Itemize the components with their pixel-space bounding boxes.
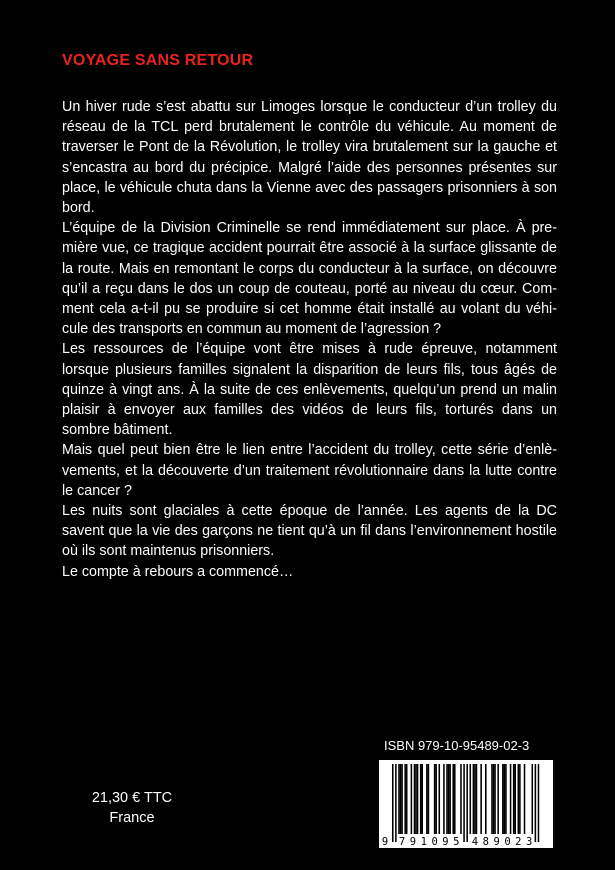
barcode-bar [504,764,506,834]
barcode-bar [415,764,417,834]
barcode-graphic [379,760,553,848]
barcode-digit: 2 [515,836,522,848]
barcode-bar [497,764,499,834]
barcode-bar [426,764,428,834]
barcode-bar [494,764,496,834]
barcode-bar [493,764,495,834]
barcode-bar [505,764,507,834]
barcode-bar [476,764,478,834]
barcode-digit: 3 [526,836,533,848]
barcode-bar [518,764,520,834]
barcode-bar [532,764,534,834]
isbn-label: ISBN 979-10-95489-02-3 [384,738,530,753]
blurb-paragraph-5: Les nuits sont glaciales à cette époque de l’année. Les agents de la DC savent que la vie des garçons ne tient qu’à un fil dans l’environnement hostile où ils sont maintenus prisonniers. [62,503,557,560]
barcode-bar [421,764,423,834]
barcode-bar [514,764,516,834]
barcode-bar [439,764,441,834]
barcode-digit: 8 [482,836,489,848]
book-title: VOYAGE SANS RETOUR [62,52,254,69]
barcode-bar [485,764,487,834]
barcode-digit: 1 [420,836,427,848]
country: France [109,810,155,826]
barcode-bar [513,764,515,834]
back-cover-blurb [62,97,557,582]
barcode-digit: 9 [493,836,500,848]
barcode-bar [392,764,394,842]
blurb-paragraph-6: Le compte à rebours a commencé… [62,563,294,580]
barcode-digit: 9 [381,836,389,848]
barcode-bar [401,764,403,834]
barcode-digit: 0 [504,836,511,848]
barcode-bar [435,764,437,834]
barcode-bar [470,764,472,834]
isbn-barcode [379,760,553,848]
barcode-bar [395,764,397,842]
barcode-digit: 0 [431,836,438,848]
barcode-bar [443,764,445,834]
barcode-bar [480,764,482,834]
barcode-bar [474,764,476,834]
price: 21,30 € TTC [91,790,173,806]
barcode-bar [510,764,512,834]
barcode-bar [452,764,454,834]
barcode-bar [400,764,402,834]
barcode-bar [535,764,537,842]
barcode-bar [538,764,540,842]
barcode-bar [446,764,448,834]
barcode-bar [449,764,451,834]
barcode-bar [502,764,504,834]
barcode-bar [454,764,456,834]
barcode-bar [519,764,521,834]
barcode-bar [460,764,462,834]
barcode-bar [411,764,413,834]
barcode-bar [434,764,436,834]
blurb-paragraph-3: Les ressources de l’équipe vont être mises à rude épreuve, notamment lorsque plusieurs familles signalent la disparition de leurs fils, tous âgés de quinze à vingt ans. À la suite de ces enlèvements, quelqu’un prend un malin plaisir à envoyer aux familles des vidéos de leurs fils, torturés dans un sombre bâtiment. [62,341,557,439]
barcode-bar [524,764,526,834]
barcode-digit: 7 [398,836,406,848]
barcode-bar [463,764,465,842]
price-block [82,788,182,828]
barcode-bar [473,764,475,834]
barcode-bar [491,764,493,834]
barcode-digit: 9 [409,836,417,848]
barcode-digit: 9 [442,836,449,848]
barcode-bar [466,764,468,842]
blurb-paragraph-1: Un hiver rude s’est abattu sur Limoges lorsque le conducteur d’un trolley du réseau de la TCL perd brutalement le contrôle du véhicule. Au moment de traverser le Pont de la Révolution, le trolley vira brutalement sur la gauche et s’encastra au bord du précipice. Malgré l’aide des personnes présentes sur place, le véhicule chuta dans la Vienne avec des passagers prisonniers à son bord. [62,99,557,217]
barcode-digit: 4 [471,836,479,848]
barcode-bar [406,764,408,834]
blurb-paragraph-2: L’équipe de la Division Criminelle se rend immédiatement sur place. À première vue, ce tragique accident pourrait être associé à la surface glissante de la route. Mais en remontant le corps du conducteur à la surface, on découvre qu’il a reçu dans le dos un coup de couteau, porté au niveau du cœur. Comment cela a-t-il pu se produire si cet homme était installé au volant du véhicule des transports en commun au moment de l’agression ? [62,220,557,338]
barcode-bar [414,764,416,834]
blurb-paragraph-4: Mais quel peut bien être le lien entre l’accident du trolley, cette série d’enlèvements, et la découverte d’un traitement révolutionnaire dans la lutte contre le cancer ? [62,442,557,499]
barcode-digit: 5 [453,836,460,848]
barcode-bar [417,764,419,834]
barcode-bar [448,764,450,834]
barcode-bar [398,764,400,834]
barcode-bar [420,764,422,834]
barcode-bar [404,764,406,834]
barcode-bar [428,764,430,834]
